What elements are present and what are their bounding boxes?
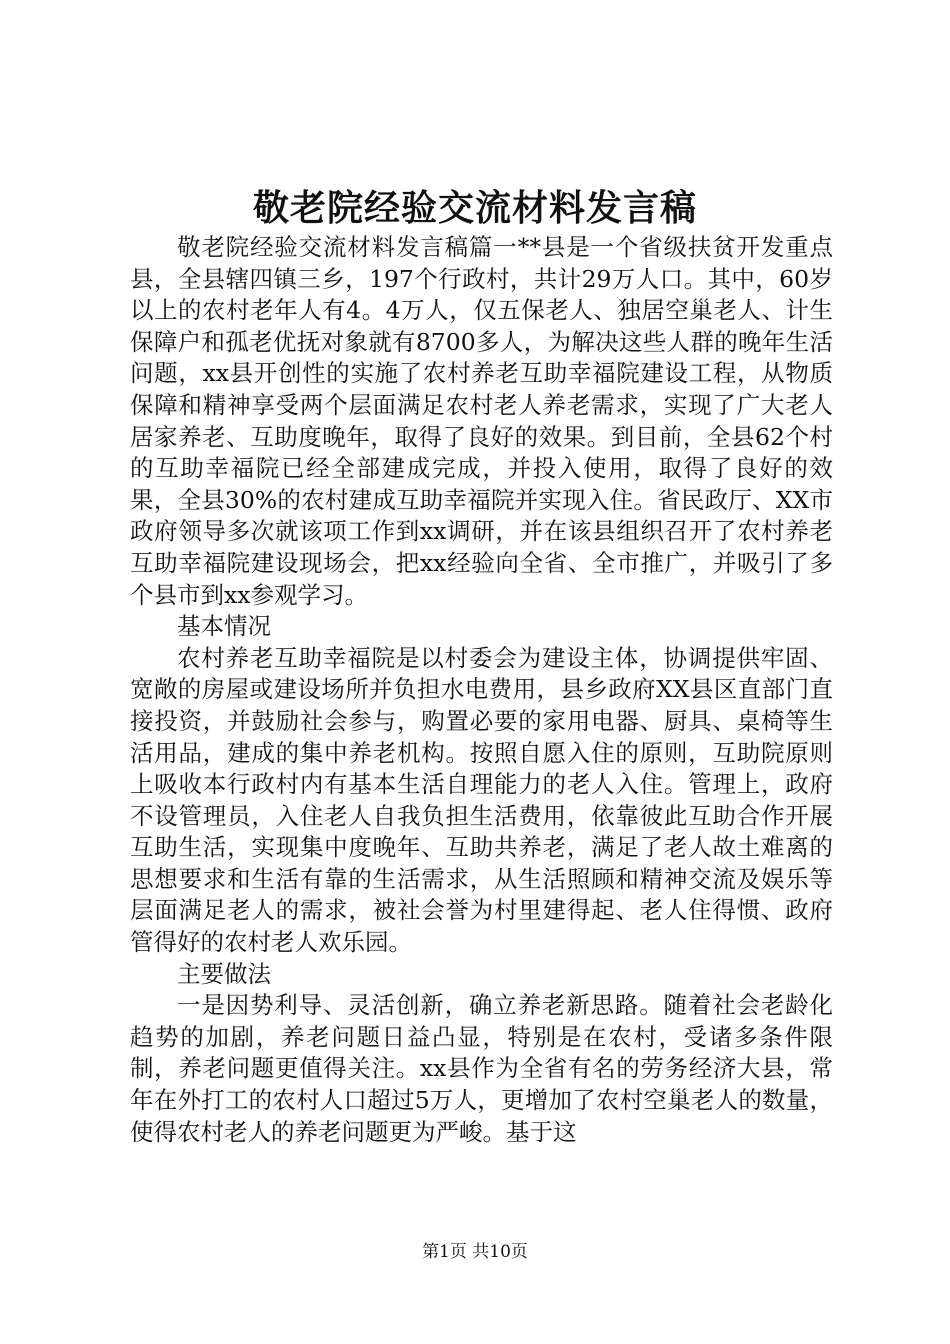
paragraph-basic-situation: 农村养老互助幸福院是以村委会为建设主体，协调提供牢固、宽敞的房屋或建设场所并负担水电费用，县乡政府XX县区直部门直接投资，并鼓励社会参与，购置必要的家用电器、厨具、桌椅等生活用品，建成的集中养老机构。按照自愿入住的原则，互助院原则上吸收本行政村内有基本生活自理能力的老人入住。管理上，政府不设管理员，入住老人自我负担生活费用，依靠彼此互助合作开展互助生活，实现集中度晚年、互助共养老，满足了老人故土难离的思想要求和生活有靠的生活需求，从生活照顾和精神交流及娱乐等层面满足老人的需求，被社会誉为村里建得起、老人住得惯、政府管得好的农村老人欢乐园。 <box>130 643 833 957</box>
paragraph-intro: 敬老院经验交流材料发言稿篇一**县是一个省级扶贫开发重点县，全县辖四镇三乡，197个行政村，共计29万人口。其中，60岁以上的农村老年人有4。4万人，仅五保老人、独居空巢老人、计生保障户和孤老优抚对象就有8700多人，为解决这些人群的晚年生活问题，xx县开创性的实施了农村养老互助幸福院建设工程，从物质保障和精神享受两个层面满足农村老人养老需求，实现了广大老人居家养老、互助度晚年，取得了良好的效果。到目前，全县62个村的互助幸福院已经全部建成完成，并投入使用，取得了良好的效果，全县30%的农村建成互助幸福院并实现入住。省民政厅、XX市政府领导多次就该项工作到xx调研，并在该县组织召开了农村养老互助幸福院建设现场会，把xx经验向全省、全市推广，并吸引了多个县市到xx参观学习。 <box>130 233 833 609</box>
document-body <box>130 232 833 1148</box>
page-footer: 第1页 共10页 <box>422 1242 528 1262</box>
paragraph-main-practices: 一是因势利导、灵活创新，确立养老新思路。随着社会老龄化趋势的加剧，养老问题日益凸显，特别是在农村，受诸多条件限制，养老问题更值得关注。xx县作为全省有名的劳务经济大县，常年在外打工的农村人口超过5万人，更增加了农村空巢老人的数量，使得农村老人的养老问题更为严峻。基于这 <box>130 991 833 1146</box>
section-heading-basic-situation: 基本情况 <box>177 612 271 641</box>
document-title: 敬老院经验交流材料发言稿 <box>252 187 697 229</box>
section-heading-main-practices: 主要做法 <box>177 959 271 988</box>
